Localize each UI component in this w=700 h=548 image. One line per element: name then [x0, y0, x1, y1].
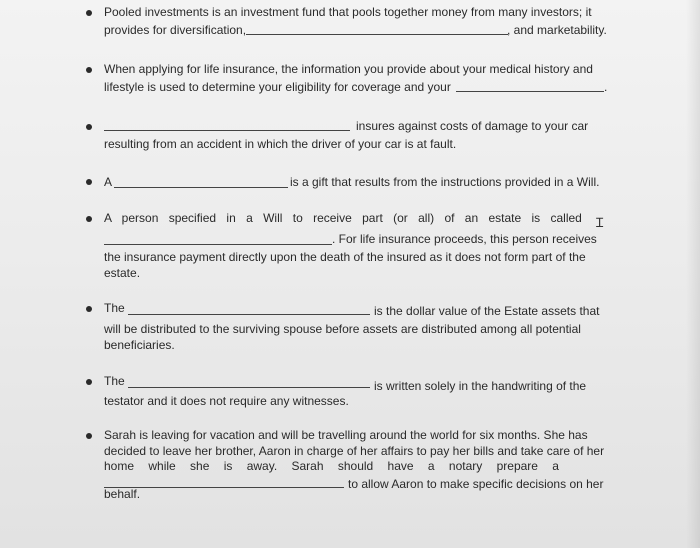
answer-blank[interactable] — [104, 130, 350, 131]
text-line: Sarah is leaving for vacation and will be travelling around the world for six months. She has — [104, 428, 588, 442]
text-line: insures against costs of damage to your car — [356, 119, 589, 133]
bullet — [86, 179, 92, 185]
text-line: to allow Aaron to make specific decisions on her — [348, 477, 604, 491]
answer-blank[interactable] — [456, 91, 604, 92]
bullet — [86, 433, 92, 439]
text-line: the insurance payment directly upon the death of the insured as it does not form part of the — [104, 250, 586, 264]
text-line: beneficiaries. — [104, 338, 175, 352]
text-line: is a gift that results from the instructions provided in a Will. — [290, 175, 600, 189]
bullet — [86, 379, 92, 385]
text-line: A person specified in a Will to receive part (or all) of an estate is called — [104, 211, 582, 225]
text-line: provides for diversification, — [104, 23, 247, 37]
text-line: . For life insurance proceeds, this person receives — [332, 232, 597, 246]
answer-blank[interactable] — [104, 244, 332, 245]
bullet — [86, 124, 92, 130]
bullet — [86, 67, 92, 73]
text-line: Pooled investments is an investment fund that pools together money from many investors; it — [104, 5, 592, 19]
text-line: will be distributed to the surviving spouse before assets are distributed among all potential — [104, 322, 581, 336]
text-line: A — [104, 175, 113, 189]
text-line: behalf. — [104, 487, 141, 501]
answer-blank[interactable] — [128, 387, 370, 388]
text-line: home while she is away. Sarah should have a notary prepare a — [104, 459, 559, 473]
text-line: lifestyle is used to determine your eligibility for coverage and your — [104, 80, 451, 94]
text-cursor-icon: Ɪ — [596, 216, 604, 231]
text-line: . — [604, 80, 608, 94]
answer-blank[interactable] — [114, 187, 288, 188]
text-line: The — [104, 374, 125, 388]
text-line: , and marketability. — [507, 23, 607, 37]
text-line: is the dollar value of the Estate assets that — [374, 304, 600, 318]
text-line: testator and it does not require any witnesses. — [104, 394, 349, 408]
text-line: The — [104, 301, 125, 315]
bullet — [86, 216, 92, 222]
text-line: is written solely in the handwriting of the — [374, 379, 587, 393]
answer-blank[interactable] — [128, 314, 370, 315]
text-line: decided to leave her brother, Aaron in charge of her affairs to pay her bills and take care of her — [104, 444, 605, 458]
bullet — [86, 10, 92, 16]
text-line: When applying for life insurance, the information you provide about your medical history and — [104, 62, 593, 76]
text-line: estate. — [104, 266, 141, 280]
text-line: resulting from an accident in which the driver of your car is at fault. — [104, 137, 457, 151]
answer-blank[interactable] — [246, 34, 508, 35]
page-edge-shadow — [686, 0, 700, 548]
bullet — [86, 306, 92, 312]
